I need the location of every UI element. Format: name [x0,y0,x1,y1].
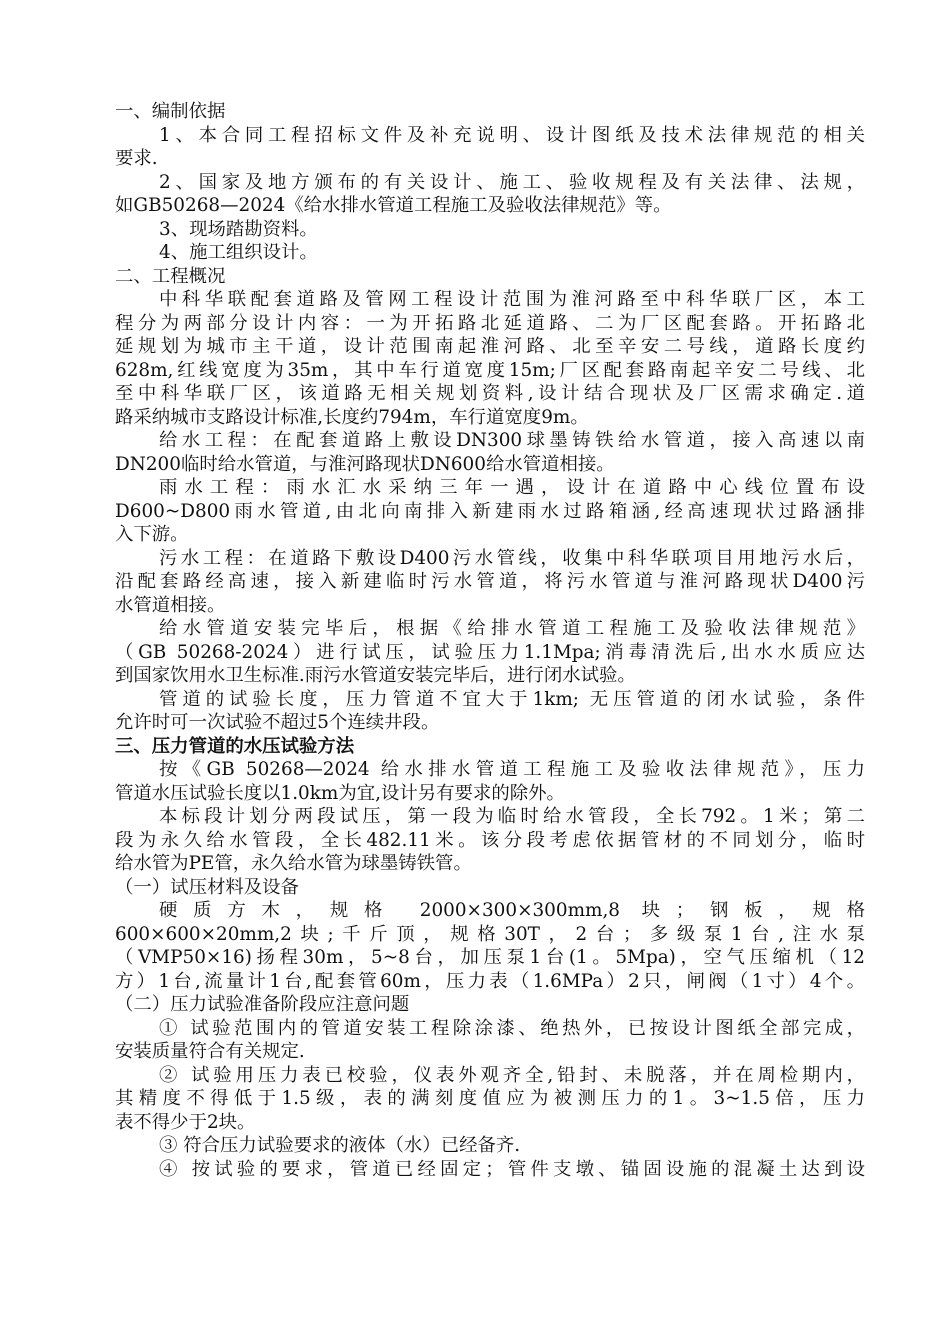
text-line: 污水工程：在道路下敷设D400污水管线，收集中科华联项目用地污水后， [159,547,865,569]
text-line: 给水工程：在配套道路上敷设DN300球墨铸铁给水管道，接入高速以南 [159,430,865,451]
text-line: 2、国家及地方颁布的有关设计、施工、验收规程及有关法律、法规， [159,171,865,193]
text-line: 安装质量符合有关规定. [115,1041,305,1062]
text-line: 二、工程概况 [115,265,226,287]
section-heading-line: 三、压力管道的水压试验方法 [115,735,355,757]
text-line: 1、本合同工程招标文件及补充说明、设计图纸及技术法律规范的相关 [159,124,865,146]
text-line: D600~D800雨水管道,由北向南排入新建雨水过路箱涵,经高速现状过路涵排 [115,500,865,522]
text-line: 允许时可一次试验不超过5个连续井段。 [115,712,440,733]
text-line: 管道的试验长度，压力管道不宜大于1km; 无压管道的闭水试验，条件 [159,688,865,710]
text-line: 本标段计划分两段试压，第一段为临时给水管段，全长792。1米；第二 [159,806,865,827]
text-line: （二）压力试验准备阶段应注意问题 [115,994,410,1015]
text-line: 硬质方木，规格 2000×300×300mm,8 块；钢板，规格 [159,900,865,921]
text-line: ④ 按试验的要求，管道已经固定；管件支墩、锚固设施的混凝土达到设 [159,1158,865,1180]
text-line: 段为永久给水管段，全长482.11米。该分段考虑依据管材的不同划分，临时 [115,829,865,851]
text-line: 中科华联配套道路及管网工程设计范围为淮河路至中科华联厂区，本工 [159,289,865,310]
text-line: 程分为两部分设计内容：一为开拓路北延道路、二为厂区配套路。开拓路北 [115,312,865,334]
text-line: 要求. [115,148,158,169]
text-line: （VMP50×16)扬程30m，5~8台，加压泵1台(1。5Mpa)，空气压缩机（12 [115,947,865,968]
text-line: 3、现场踏勘资料。 [159,218,318,240]
text-line: DN200临时给水管道，与淮河路现状DN600给水管道相接。 [115,453,615,475]
text-line: 路采纳城市支路设计标准,长度约794m，车行道宽度9m。 [115,406,589,428]
text-line: 到国家饮用水卫生标准.雨污水管道安装完毕后，进行闭水试验。 [115,665,636,686]
text-line: 给水管为PE管，永久给水管为球墨铸铁管。 [115,853,472,874]
text-line: 4、施工组织设计。 [159,242,318,263]
text-line: 方）1台,流量计1台,配套管60m，压力表（1.6MPa）2只，闸阀（1寸）4个。 [115,970,865,992]
text-line: 628m,红线宽度为35m，其中车行道宽度15m;厂区配套路南起辛安二号线、北 [115,359,865,381]
text-line: （一）试压材料及设备 [115,876,299,898]
text-line: 至中科华联厂区，该道路无相关规划资料,设计结合现状及厂区需求确定.道 [115,383,865,404]
text-line: 延规划为城市主干道，设计范围南起淮河路、北至辛安二号线，道路长度约 [115,336,865,357]
text-line: ③ 符合压力试验要求的液体（水）已经备齐. [159,1135,521,1156]
document-body [115,100,865,1181]
text-line: 如GB50268—2024《给水排水管道工程施工及验收法律规范》等。 [115,195,672,216]
text-line: 入下游。 [115,524,189,545]
text-line: 按《GB 50268—2024 给水排水管道工程施工及验收法律规范》，压力 [159,759,865,780]
text-line: ② 试验用压力表已校验，仪表外观齐全,铅封、未脱落，并在周检期内， [159,1064,865,1086]
text-line: 其精度不得低于1.5级，表的满刻度值应为被测压力的1。3~1.5倍，压力 [115,1088,865,1109]
text-line: 表不得少于2块。 [115,1111,256,1133]
text-line: 雨水工程：雨水汇水采纳三年一遇，设计在道路中心线位置布设 [159,477,865,498]
text-line: （GB 50268-2024）进行试压，试验压力1.1Mpa;消毒清洗后,出水水质应达 [115,641,865,663]
text-line: 管道水压试验长度以1.0km为宜,设计另有要求的除外。 [115,782,565,804]
text-line: 600×600×20mm,2块;千斤顶，规格30T，2台；多级泵1台,注水泵 [115,923,865,945]
text-line: 给水管道安装完毕后，根据《给排水管道工程施工及验收法律规范》 [159,618,865,639]
text-line: 沿配套路经高速，接入新建临时污水管道，将污水管道与淮河路现状D400污 [115,571,865,592]
text-line: 水管道相接。 [115,594,226,616]
text-line: 一、编制依据 [115,101,226,122]
text-line: ① 试验范围内的管道安装工程除涂漆、绝热外，已按设计图纸全部完成， [159,1017,865,1039]
